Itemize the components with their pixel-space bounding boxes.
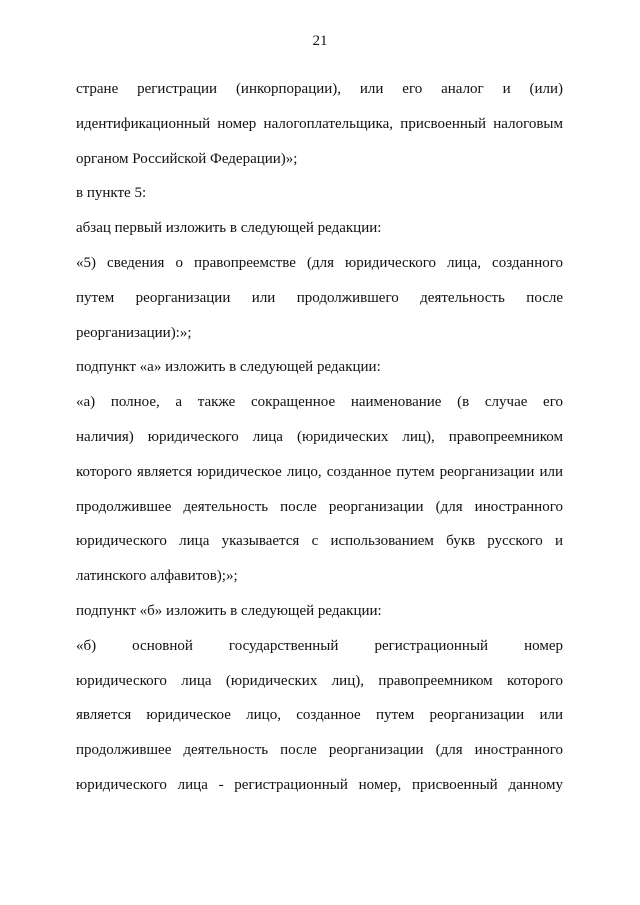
text-line: юридического лица (юридических лиц), правопреемником которого xyxy=(76,672,563,689)
text-line: «5) сведения о правопреемстве (для юридического лица, созданного xyxy=(76,254,563,271)
text-line: продолжившее деятельность после реорганизации (для иностранного xyxy=(76,498,563,515)
text-line: реорганизации):»; xyxy=(76,324,192,341)
page-number: 21 xyxy=(312,33,328,49)
text-line: в пункте 5: xyxy=(76,185,147,202)
text-line: латинского алфавитов);»; xyxy=(76,568,238,585)
text-line: юридического лица - регистрационный номер, присвоенный данному xyxy=(76,776,563,793)
text-line: органом Российской Федерации)»; xyxy=(76,150,298,167)
text-line: идентификационный номер налогоплательщика, присвоенный налоговым xyxy=(76,115,563,132)
text-line: «а) полное, а также сокращенное наименование (в случае его xyxy=(76,394,563,411)
text-line: путем реорганизации или продолжившего деятельность после xyxy=(76,289,563,306)
text-line: продолжившее деятельность после реорганизации (для иностранного xyxy=(76,742,563,759)
text-line: которого является юридическое лицо, созданное путем реорганизации или xyxy=(76,463,563,480)
text-line: стране регистрации (инкорпорации), или его аналог и (или) xyxy=(76,81,563,97)
text-line: абзац первый изложить в следующей редакции: xyxy=(76,220,382,237)
text-line: юридического лица указывается с использованием букв русского и xyxy=(76,533,563,550)
document-body xyxy=(76,72,563,803)
text-line: подпункт «а» изложить в следующей редакции: xyxy=(76,359,381,376)
text-line: является юридическое лицо, созданное путем реорганизации или xyxy=(76,707,563,724)
text-line: «б) основной государственный регистрационный номер xyxy=(76,637,563,654)
text-line: наличия) юридического лица (юридических лиц), правопреемником xyxy=(76,428,563,445)
text-line: подпункт «б» изложить в следующей редакции: xyxy=(76,602,382,619)
